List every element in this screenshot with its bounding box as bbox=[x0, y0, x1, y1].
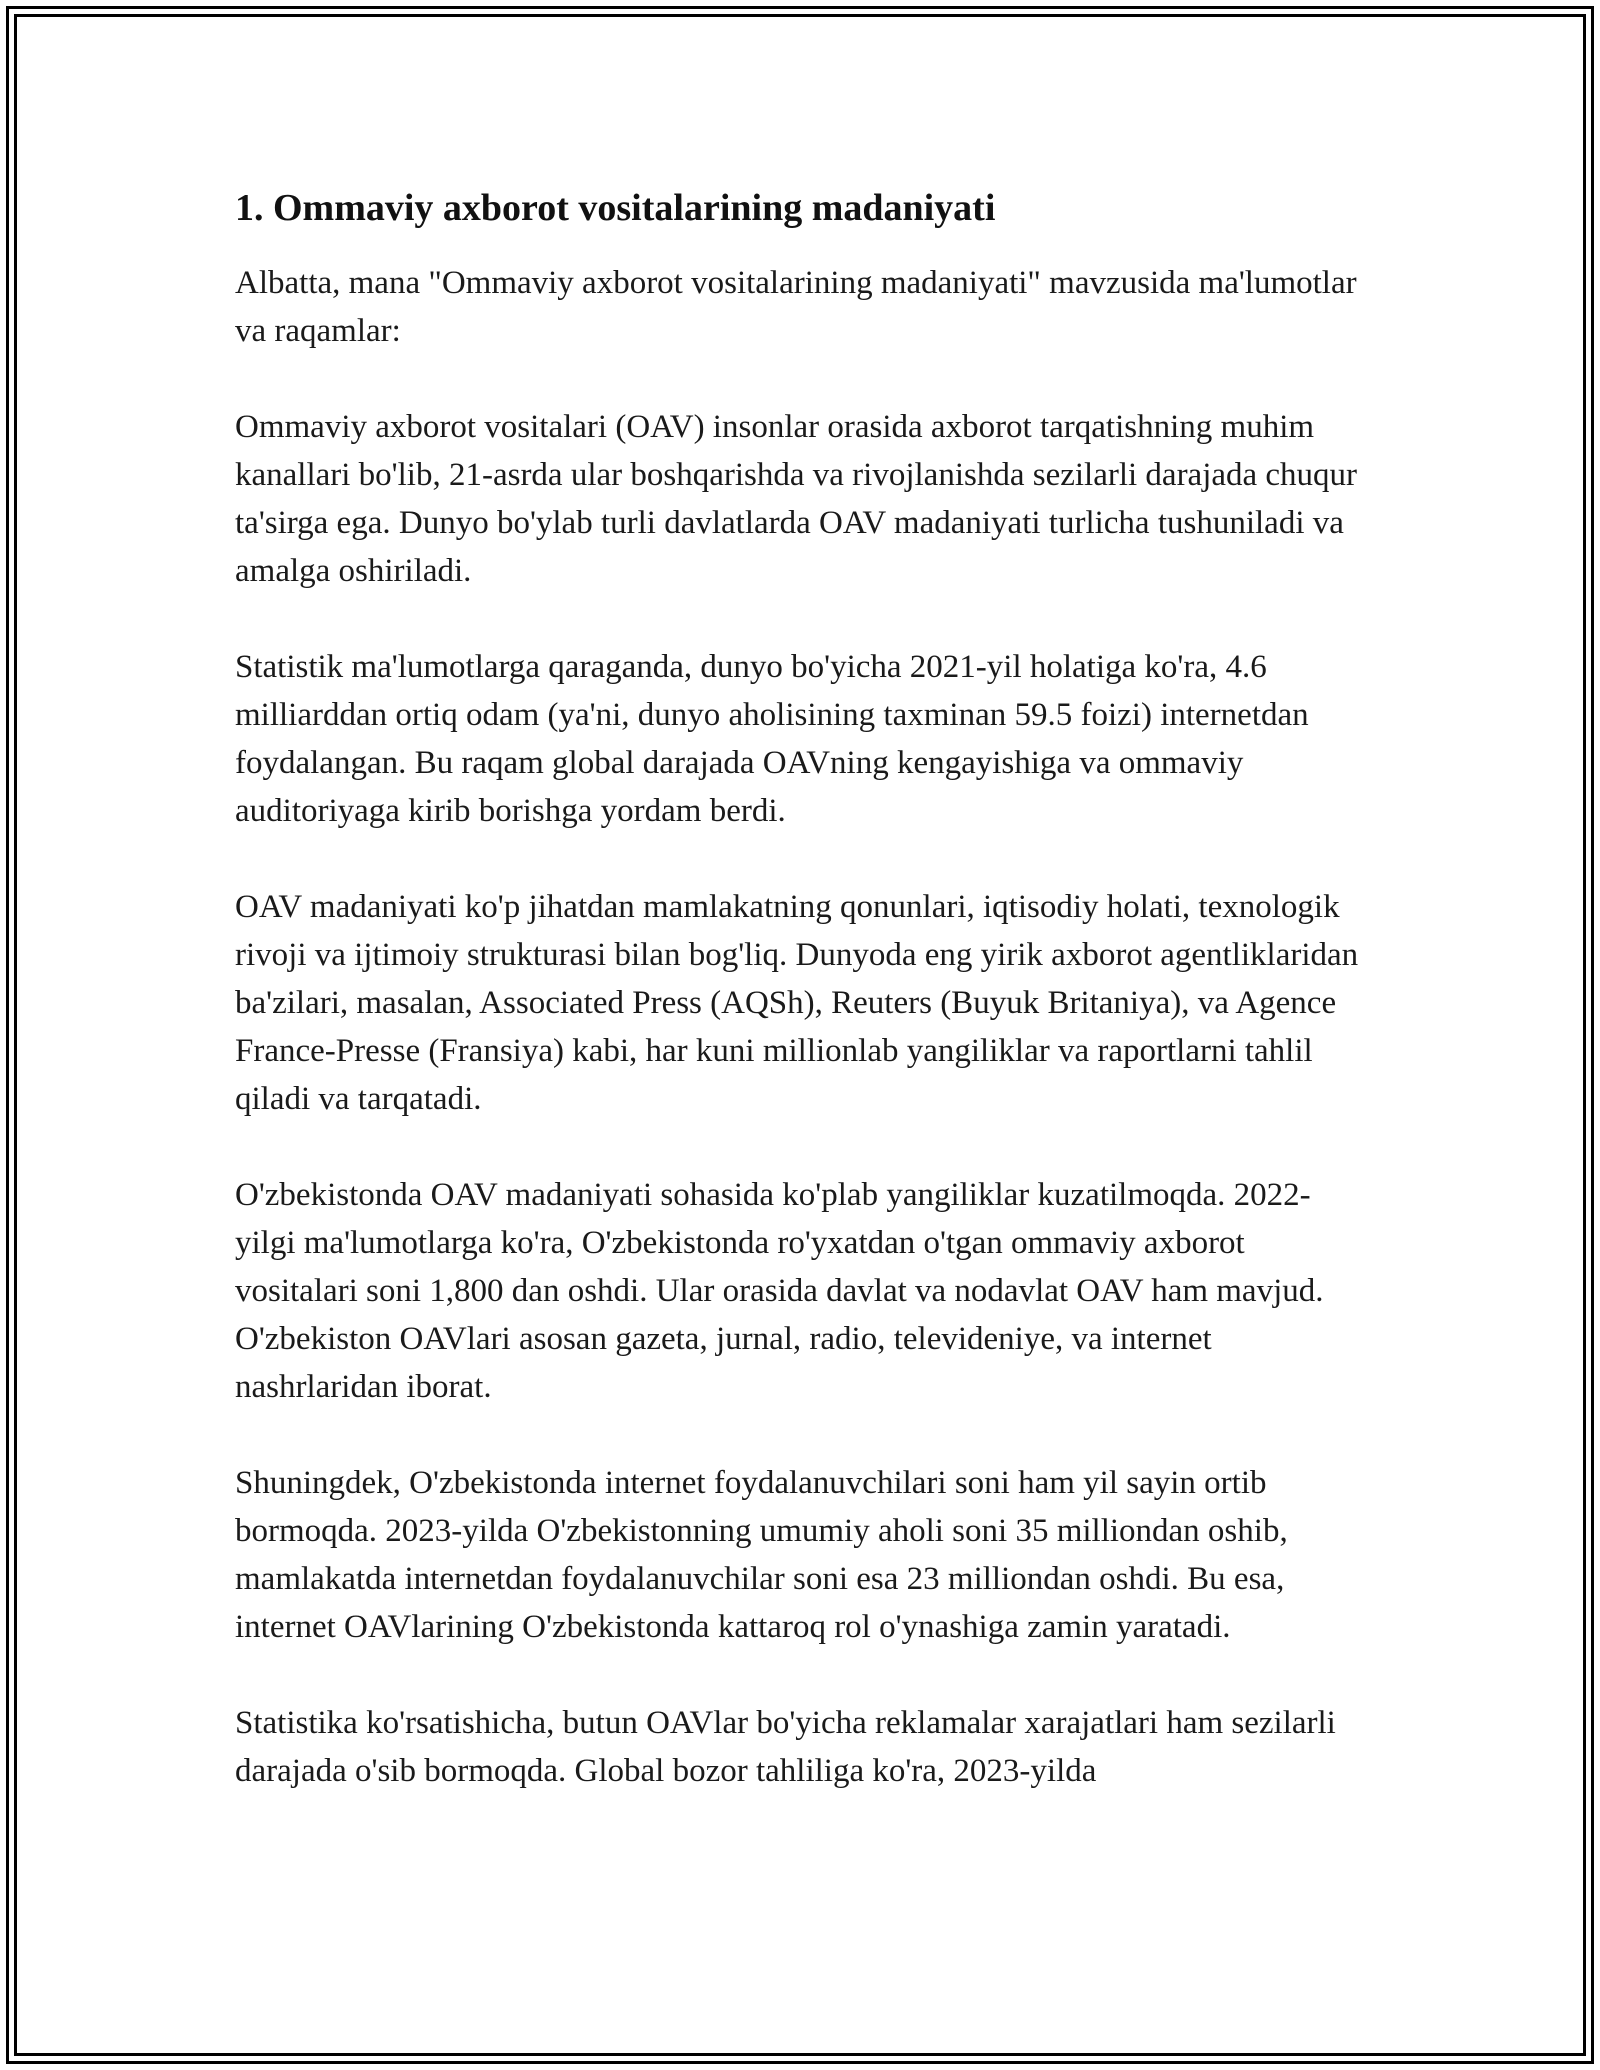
paragraph-advertising: Statistika ko'rsatishicha, butun OAVlar bo'yicha reklamalar xarajatlari ham sezilarli darajada o'sib bormoqda. Global bozor tahliliga ko'ra, 2023-yilda bbox=[235, 1704, 1336, 1789]
paragraph-uzbekistan-media: O'zbekistonda OAV madaniyati sohasida ko'plab yangiliklar kuzatilmoqda. 2022-yilgi ma'lumotlarga ko'ra, O'zbekistonda ro'yxatdan o'tgan ommaviy axborot vositalari soni 1,800 dan oshdi. Ular orasida davlat va nodavlat OAV ham mavjud. O'zbekiston OAVlari asosan gazeta, jurnal, radio, televideniye, va internet nashrlaridan iborat. bbox=[235, 1176, 1324, 1405]
document-body bbox=[235, 185, 1365, 1843]
paragraph-uzbekistan-internet: Shuningdek, O'zbekistonda internet foydalanuvchilari soni ham yil sayin ortib bormoqda. 2023-yilda O'zbekistonning umumiy aholi soni 35 milliondan oshib, mamlakatda internetdan foydalanuvchilar soni esa 23 milliondan oshdi. Bu esa, internet OAVlarining O'zbekistonda kattaroq rol o'ynashiga zamin yaratadi. bbox=[235, 1464, 1288, 1645]
paragraph-intro: Albatta, mana "Ommaviy axborot vositalarining madaniyati" mavzusida ma'lumotlar va raqamlar: bbox=[235, 264, 1357, 349]
section-heading: 1. Ommaviy axborot vositalarining madaniyati bbox=[235, 187, 996, 229]
paragraph-news-agencies: OAV madaniyati ko'p jihatdan mamlakatning qonunlari, iqtisodiy holati, texnologik rivoji va ijtimoiy strukturasi bilan bog'liq. Dunyoda eng yirik axborot agentliklaridan ba'zilari, masalan, Associated Press (AQSh), Reuters (Buyuk Britaniya), va Agence France-Presse (Fransiya) kabi, har kuni millionlab yangiliklar va raportlarni tahlil qiladi va tarqatadi. bbox=[235, 888, 1359, 1117]
paragraph-internet-statistics: Statistik ma'lumotlarga qaraganda, dunyo bo'yicha 2021-yil holatiga ko'ra, 4.6 milliarddan ortiq odam (ya'ni, dunyo aholisining taxminan 59.5 foizi) internetdan foydalangan. Bu raqam global darajada OAVning kengayishiga va ommaviy auditoriyaga kirib borishga yordam berdi. bbox=[235, 648, 1309, 829]
paragraph-oav-definition: Ommaviy axborot vositalari (OAV) insonlar orasida axborot tarqatishning muhim kanallari bo'lib, 21-asrda ular boshqarishda va rivojlanishda sezilarli darajada chuqur ta'sirga ega. Dunyo bo'ylab turli davlatlarda OAV madaniyati turlicha tushuniladi va amalga oshiriladi. bbox=[235, 408, 1358, 589]
